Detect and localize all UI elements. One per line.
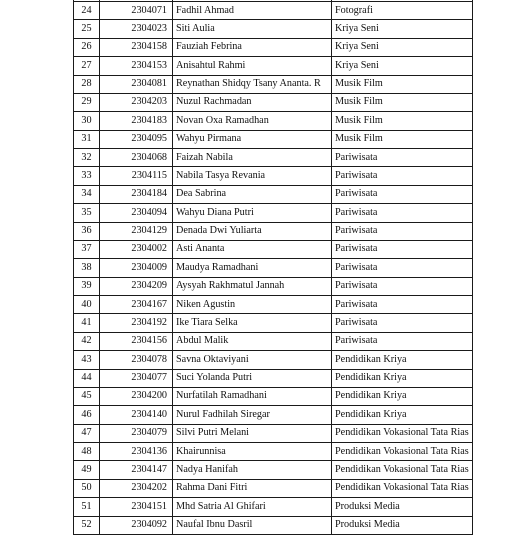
student-id-cell: 2304071 — [100, 2, 173, 20]
student-id-cell: 2304140 — [100, 406, 173, 424]
row-number-cell: 27 — [74, 57, 100, 75]
table-row — [74, 332, 473, 350]
student-name-cell: Khairunnisa — [173, 443, 332, 461]
student-name-cell: Rahma Dani Fitri — [173, 479, 332, 497]
row-number-cell: 33 — [74, 167, 100, 185]
student-id-cell: 2304136 — [100, 443, 173, 461]
row-number-cell: 34 — [74, 185, 100, 203]
study-program-cell: Pendidikan Vokasional Tata Rias — [332, 424, 473, 442]
student-id-cell: 2304002 — [100, 240, 173, 258]
table-row — [74, 38, 473, 56]
study-program-cell: Produksi Media — [332, 498, 473, 516]
student-name-cell: Nuzul Rachmadan — [173, 93, 332, 111]
student-id-cell: 2304078 — [100, 351, 173, 369]
study-program-cell: Pariwisata — [332, 204, 473, 222]
table-row — [74, 112, 473, 130]
row-number-cell: 24 — [74, 2, 100, 20]
study-program-cell: Kriya Seni — [332, 57, 473, 75]
study-program-cell: Pariwisata — [332, 277, 473, 295]
study-program-cell: Musik Film — [332, 75, 473, 93]
student-id-cell: 2304092 — [100, 516, 173, 534]
table-row — [74, 57, 473, 75]
study-program-cell: Musik Film — [332, 112, 473, 130]
row-number-cell: 35 — [74, 204, 100, 222]
row-number-cell: 40 — [74, 296, 100, 314]
student-name-cell: Wahyu Pirmana — [173, 130, 332, 148]
study-program-cell: Pendidikan Kriya — [332, 351, 473, 369]
row-number-cell: 45 — [74, 387, 100, 405]
row-number-cell: 29 — [74, 93, 100, 111]
study-program-cell: Pendidikan Kriya — [332, 406, 473, 424]
student-name-cell: Nurul Fadhilah Siregar — [173, 406, 332, 424]
student-id-cell: 2304151 — [100, 498, 173, 516]
student-name-cell: Nurfatilah Ramadhani — [173, 387, 332, 405]
row-number-cell: 37 — [74, 240, 100, 258]
row-number-cell: 48 — [74, 443, 100, 461]
student-id-cell: 2304200 — [100, 387, 173, 405]
student-id-cell: 2304202 — [100, 479, 173, 497]
student-name-cell: Mhd Satria Al Ghifari — [173, 498, 332, 516]
row-number-cell: 51 — [74, 498, 100, 516]
row-number-cell: 30 — [74, 112, 100, 130]
row-number-cell: 49 — [74, 461, 100, 479]
student-id-cell: 2304068 — [100, 149, 173, 167]
student-id-cell: 2304183 — [100, 112, 173, 130]
row-number-cell: 42 — [74, 332, 100, 350]
student-name-cell: Faizah Nabila — [173, 149, 332, 167]
student-table — [73, 0, 473, 535]
table-row — [74, 277, 473, 295]
study-program-cell: Kriya Seni — [332, 38, 473, 56]
row-number-cell: 44 — [74, 369, 100, 387]
student-id-cell: 2304153 — [100, 57, 173, 75]
student-id-cell: 2304115 — [100, 167, 173, 185]
study-program-cell: Pariwisata — [332, 185, 473, 203]
table-row — [74, 516, 473, 534]
table-row — [74, 204, 473, 222]
student-name-cell: Fadhil Ahmad — [173, 2, 332, 20]
table-row — [74, 387, 473, 405]
student-id-cell: 2304203 — [100, 93, 173, 111]
table-row — [74, 498, 473, 516]
row-number-cell: 52 — [74, 516, 100, 534]
student-name-cell: Asti Ananta — [173, 240, 332, 258]
student-id-cell: 2304079 — [100, 424, 173, 442]
student-id-cell: 2304147 — [100, 461, 173, 479]
student-name-cell: Siti Aulia — [173, 20, 332, 38]
student-id-cell: 2304095 — [100, 130, 173, 148]
student-name-cell: Denada Dwi Yuliarta — [173, 222, 332, 240]
row-number-cell: 46 — [74, 406, 100, 424]
student-id-cell: 2304158 — [100, 38, 173, 56]
student-id-cell: 2304023 — [100, 20, 173, 38]
table-row — [74, 75, 473, 93]
study-program-cell: Pendidikan Vokasional Tata Rias — [332, 479, 473, 497]
student-name-cell: Novan Oxa Ramadhan — [173, 112, 332, 130]
student-name-cell: Abdul Malik — [173, 332, 332, 350]
row-number-cell: 41 — [74, 314, 100, 332]
row-number-cell: 38 — [74, 259, 100, 277]
student-id-cell: 2304209 — [100, 277, 173, 295]
table-row — [74, 369, 473, 387]
table-row — [74, 93, 473, 111]
row-number-cell: 26 — [74, 38, 100, 56]
student-name-cell: Aysyah Rakhmatul Jannah — [173, 277, 332, 295]
table-row — [74, 167, 473, 185]
student-id-cell: 2304192 — [100, 314, 173, 332]
study-program-cell: Pariwisata — [332, 167, 473, 185]
row-number-cell: 32 — [74, 149, 100, 167]
table-row — [74, 351, 473, 369]
student-id-cell: 2304077 — [100, 369, 173, 387]
student-name-cell: Nadya Hanifah — [173, 461, 332, 479]
table-row — [74, 406, 473, 424]
student-id-cell: 2304094 — [100, 204, 173, 222]
row-number-cell: 25 — [74, 20, 100, 38]
table-row — [74, 149, 473, 167]
row-number-cell: 39 — [74, 277, 100, 295]
table-row — [74, 314, 473, 332]
row-number-cell: 36 — [74, 222, 100, 240]
study-program-cell: Musik Film — [332, 93, 473, 111]
study-program-cell: Pendidikan Vokasional Tata Rias — [332, 461, 473, 479]
table-row — [74, 240, 473, 258]
study-program-cell: Pendidikan Kriya — [332, 369, 473, 387]
study-program-cell: Pariwisata — [332, 149, 473, 167]
student-id-cell: 2304167 — [100, 296, 173, 314]
study-program-cell: Pariwisata — [332, 240, 473, 258]
study-program-cell: Pariwisata — [332, 222, 473, 240]
student-id-cell: 2304184 — [100, 185, 173, 203]
table-row — [74, 130, 473, 148]
student-name-cell: Maudya Ramadhani — [173, 259, 332, 277]
row-number-cell: 43 — [74, 351, 100, 369]
table-row — [74, 2, 473, 20]
student-name-cell: Anisahtul Rahmi — [173, 57, 332, 75]
table-row — [74, 479, 473, 497]
student-name-cell: Dea Sabrina — [173, 185, 332, 203]
study-program-cell: Musik Film — [332, 130, 473, 148]
table-row — [74, 461, 473, 479]
table-row — [74, 296, 473, 314]
student-name-cell: Reynathan Shidqy Tsany Ananta. R — [173, 75, 332, 93]
student-name-cell: Silvi Putri Melani — [173, 424, 332, 442]
student-id-cell: 2304081 — [100, 75, 173, 93]
student-id-cell: 2304009 — [100, 259, 173, 277]
study-program-cell: Produksi Media — [332, 516, 473, 534]
student-id-cell: 2304129 — [100, 222, 173, 240]
student-name-cell: Suci Yolanda Putri — [173, 369, 332, 387]
student-id-cell: 2304156 — [100, 332, 173, 350]
table-row — [74, 222, 473, 240]
student-name-cell: Wahyu Diana Putri — [173, 204, 332, 222]
study-program-cell: Pariwisata — [332, 314, 473, 332]
student-name-cell: Naufal Ibnu Dasril — [173, 516, 332, 534]
student-name-cell: Ike Tiara Selka — [173, 314, 332, 332]
row-number-cell: 50 — [74, 479, 100, 497]
student-name-cell: Niken Agustin — [173, 296, 332, 314]
study-program-cell: Pariwisata — [332, 296, 473, 314]
study-program-cell: Kriya Seni — [332, 20, 473, 38]
row-number-cell: 47 — [74, 424, 100, 442]
student-table-body — [74, 0, 473, 534]
row-number-cell: 31 — [74, 130, 100, 148]
study-program-cell: Pariwisata — [332, 259, 473, 277]
student-name-cell: Fauziah Febrina — [173, 38, 332, 56]
study-program-cell: Fotografi — [332, 2, 473, 20]
table-row — [74, 20, 473, 38]
table-row — [74, 259, 473, 277]
row-number-cell: 28 — [74, 75, 100, 93]
student-name-cell: Savna Oktaviyani — [173, 351, 332, 369]
table-row — [74, 185, 473, 203]
study-program-cell: Pariwisata — [332, 332, 473, 350]
study-program-cell: Pendidikan Vokasional Tata Rias — [332, 443, 473, 461]
student-name-cell: Nabila Tasya Revania — [173, 167, 332, 185]
table-row — [74, 443, 473, 461]
study-program-cell: Pendidikan Kriya — [332, 387, 473, 405]
table-row — [74, 424, 473, 442]
